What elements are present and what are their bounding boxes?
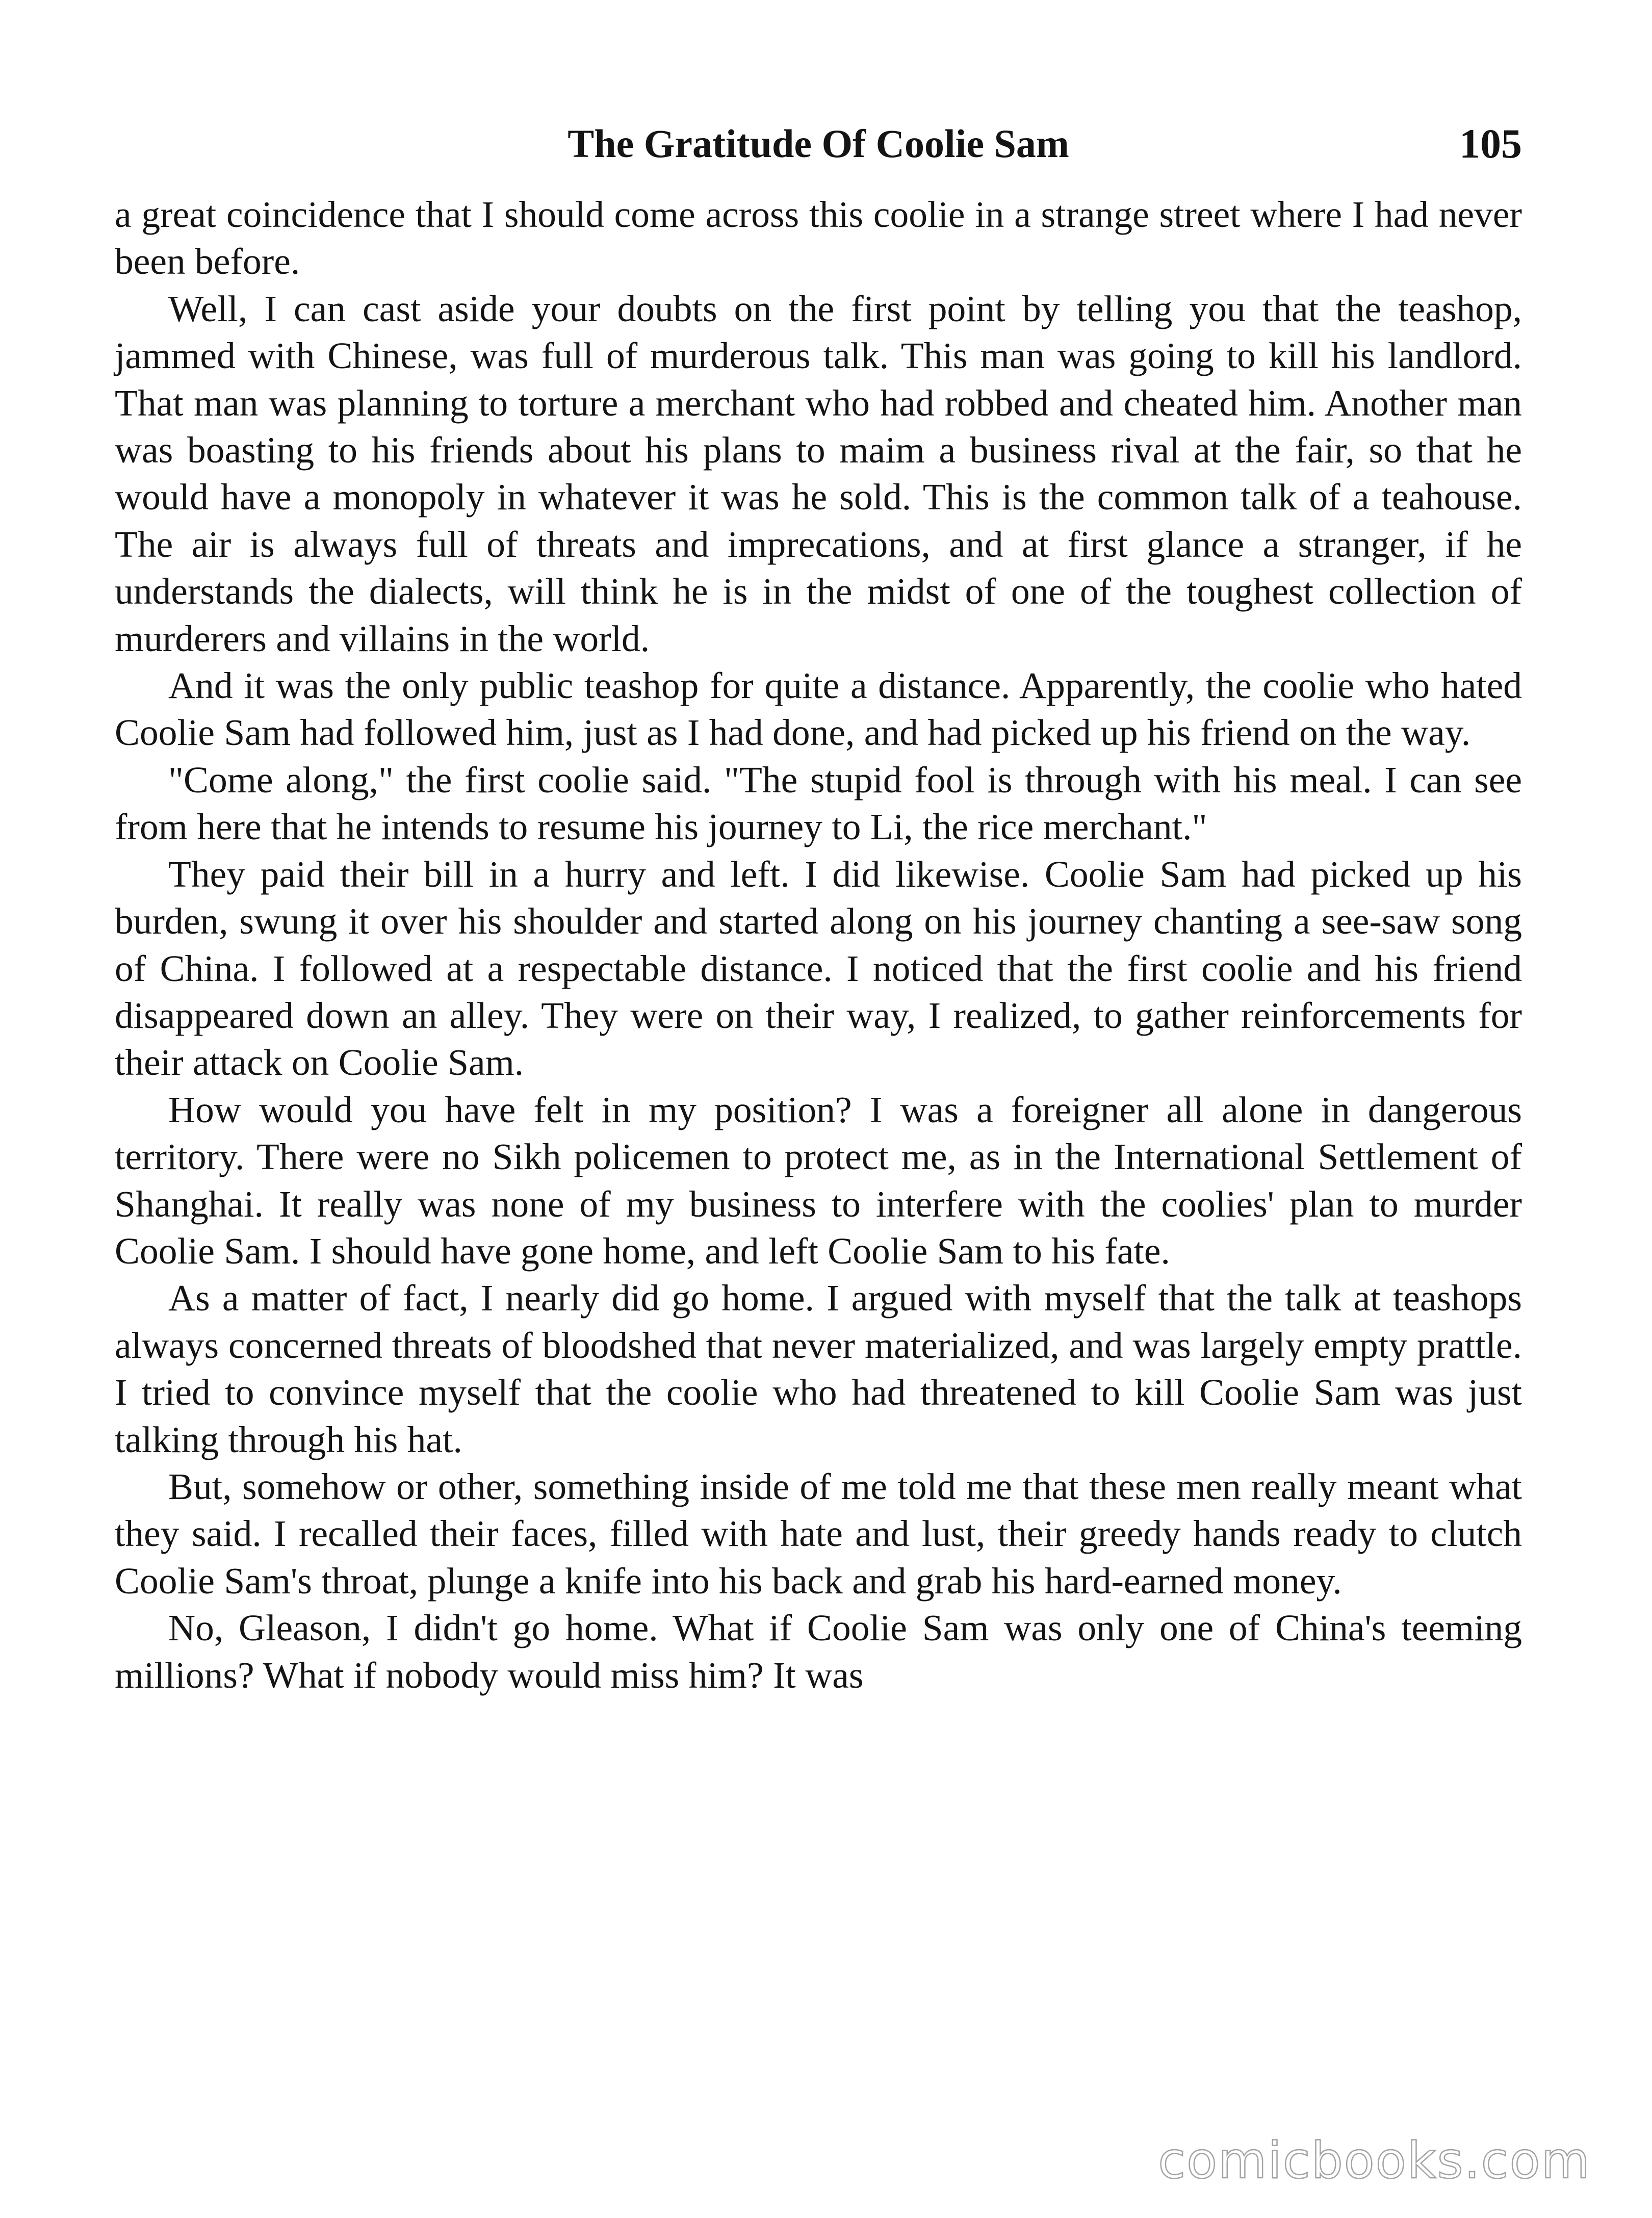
watermark: comicbooks.com: [1158, 2132, 1591, 2190]
paragraph: "Come along," the first coolie said. "The stupid fool is through with his meal. I can see from here that he intends to resume his journey to Li, the rice merchant.": [115, 759, 1522, 848]
paragraph: But, somehow or other, something inside of me told me that these men really meant what they said. I recalled their faces, filled with hate and lust, their greedy hands ready to clutch Coolie Sam's throat, plunge a knife into his back and grab his hard-earned money.: [115, 1465, 1522, 1602]
running-head: [115, 118, 1522, 174]
paragraph: And it was the only public teashop for quite a distance. Apparently, the coolie who hated Coolie Sam had followed him, just as I had done, and had picked up his friend on the way.: [115, 665, 1522, 754]
paragraph: They paid their bill in a hurry and left. I did likewise. Coolie Sam had picked up his burden, swung it over his shoulder and started along on his journey chanting a see-saw song of China. I followed at a respectable distance. I noticed that the first coolie and his friend disappeared down an alley. They were on their way, I realized, to gather reinforcements for their attack on Coolie Sam.: [115, 853, 1522, 1084]
paragraph: a great coincidence that I should come across this coolie in a strange street where I had never been before.: [115, 194, 1522, 282]
page-number: 105: [1459, 120, 1522, 167]
paragraph: No, Gleason, I didn't go home. What if Coolie Sam was only one of China's teeming millions? What if nobody would miss him? It was: [115, 1607, 1522, 1696]
paragraph: Well, I can cast aside your doubts on the first point by telling you that the teashop, jammed with Chinese, was full of murderous talk. This man was going to kill his landlord. That man was planning to torture a merchant who had robbed and cheated him. Another man was boasting to his friends about his plans to maim a business rival at the fair, so that he would have a monopoly in whatever it was he sold. This is the common talk of a teahouse. The air is always full of threats and imprecations, and at first glance a stranger, if he understands the dialects, will think he is in the midst of one of the toughest collection of murderers and villains in the world.: [115, 288, 1522, 659]
paragraph: As a matter of fact, I nearly did go home. I argued with myself that the talk at teashops always concerned threats of bloodshed that never materialized, and was largely empty prattle. I tried to convince myself that the coolie who had threatened to kill Coolie Sam was just talking through his hat.: [115, 1277, 1522, 1460]
body-text: [115, 191, 1522, 1699]
running-title: The Gratitude Of Coolie Sam: [567, 121, 1069, 166]
paragraph: How would you have felt in my position? I was a foreigner all alone in dangerous territory. There were no Sikh policemen to protect me, as in the International Settlement of Shanghai. It really was none of my business to interfere with the coolies' plan to murder Coolie Sam. I should have gone home, and left Coolie Sam to his fate.: [115, 1089, 1522, 1272]
